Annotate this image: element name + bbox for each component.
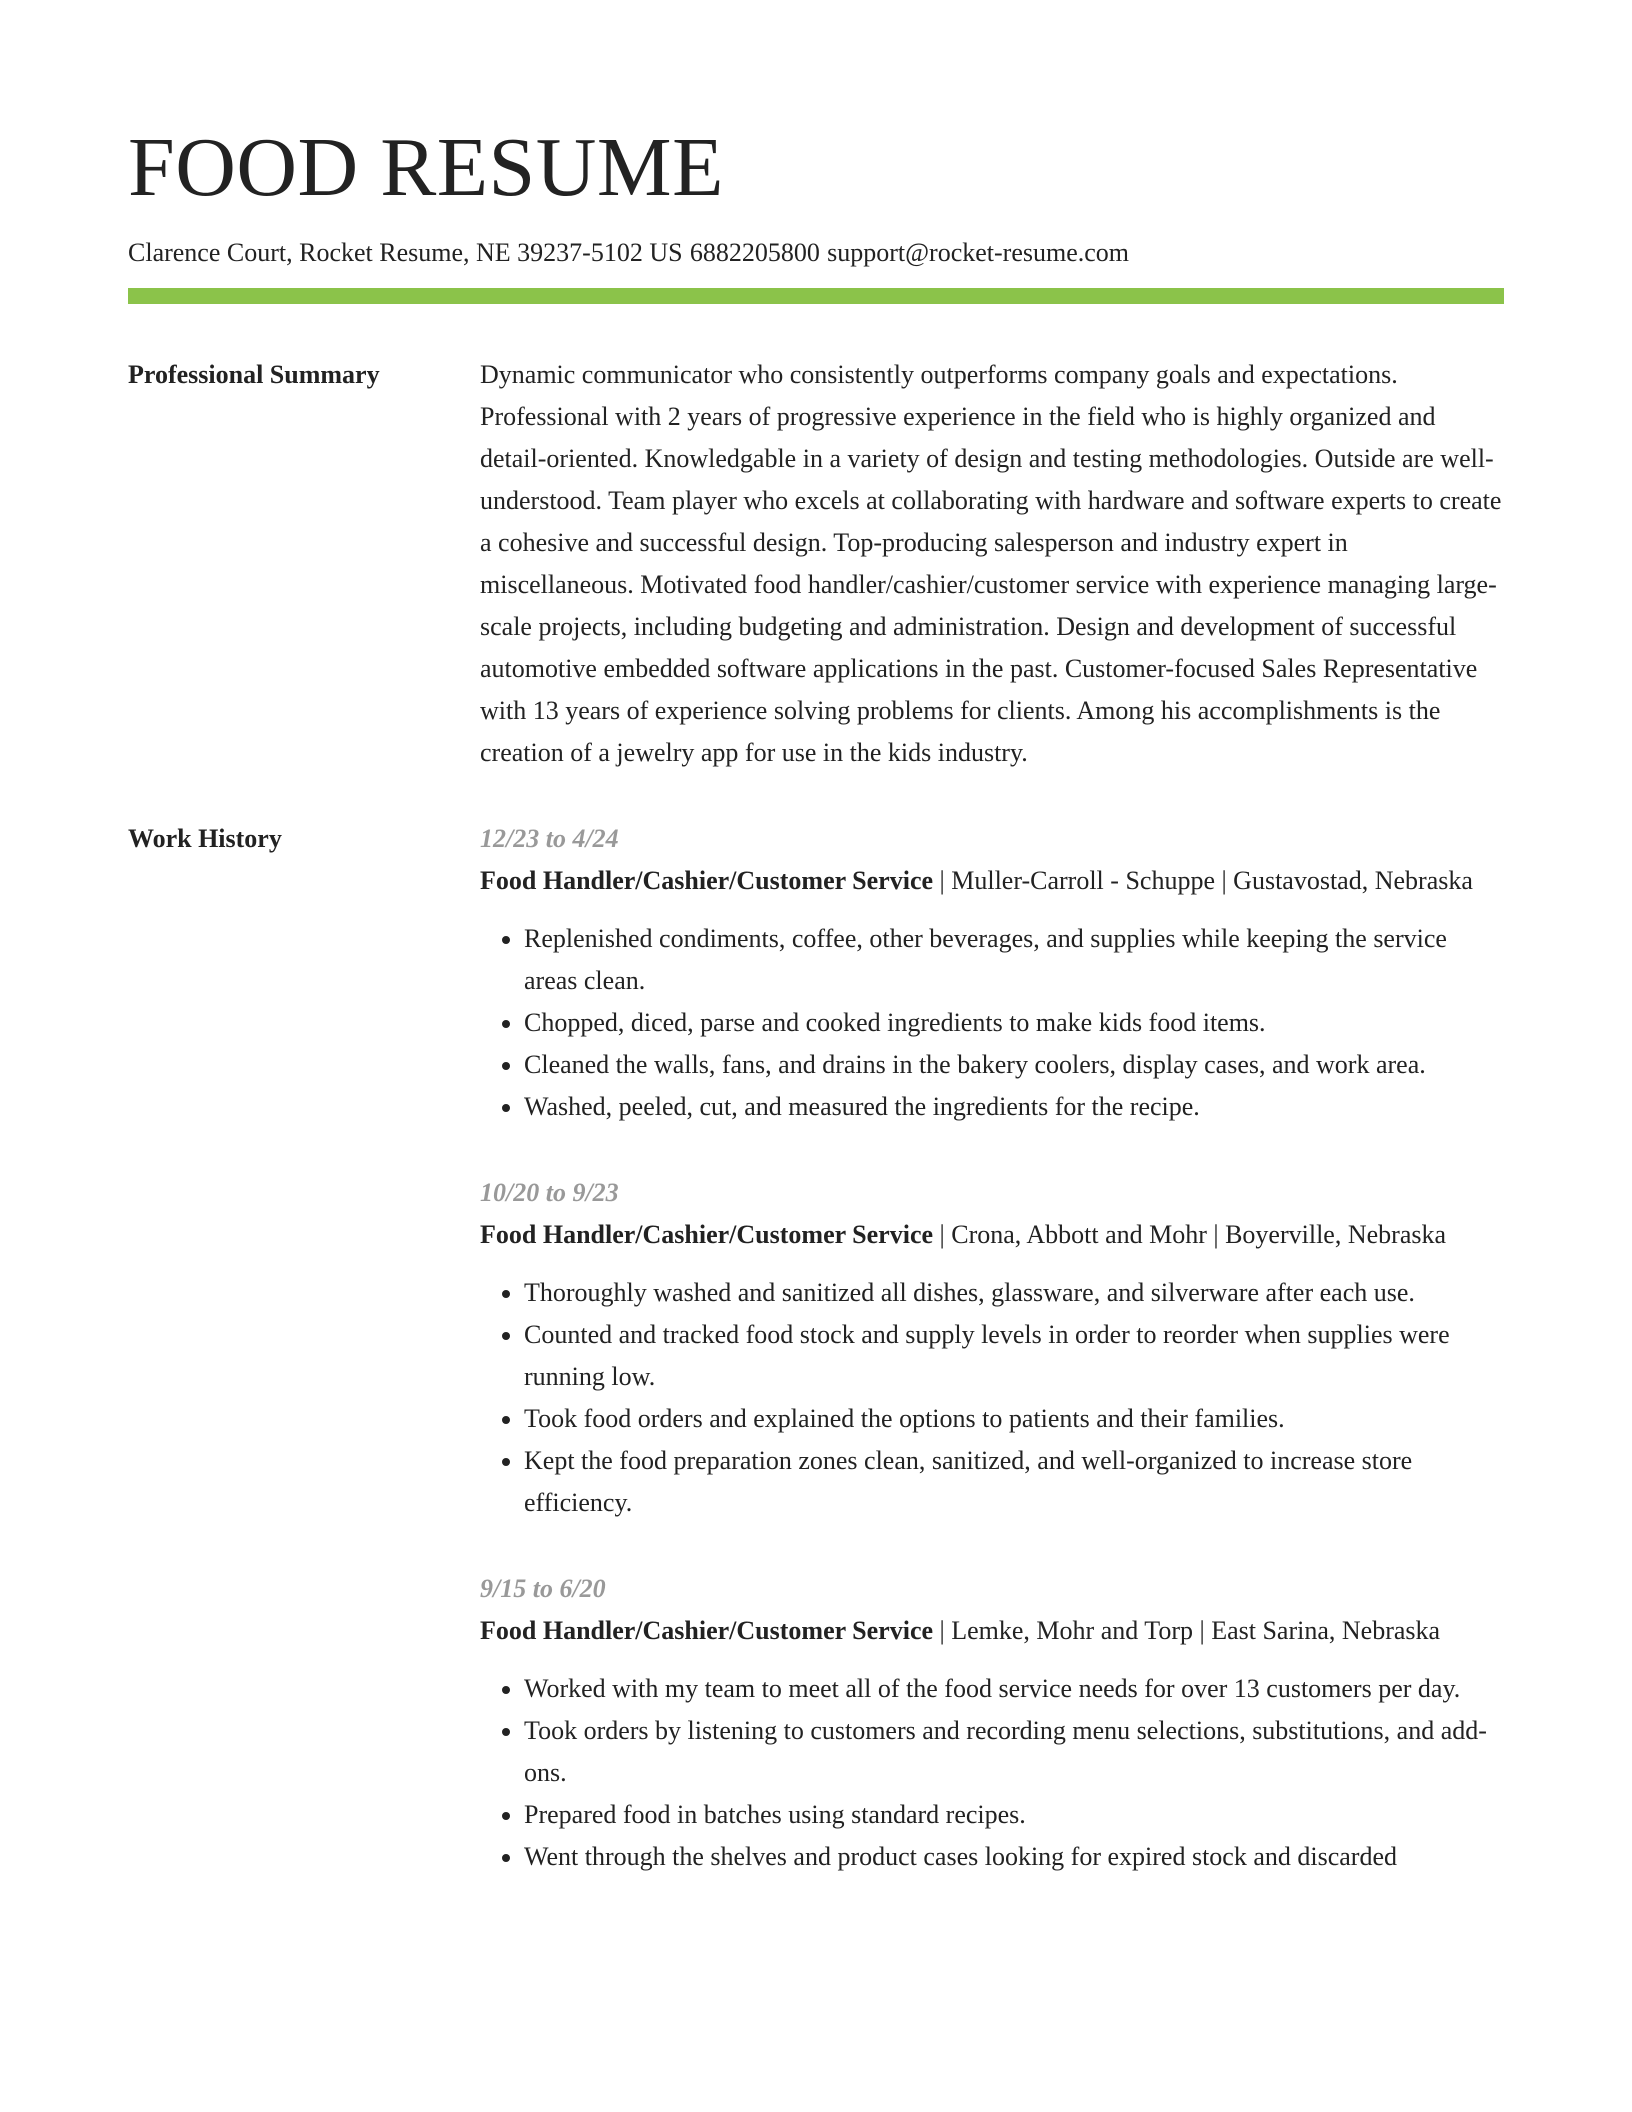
section-label-work-history: Work History (128, 824, 282, 854)
job-dates: 9/15 to 6/20 (480, 1574, 606, 1604)
job-heading (480, 1214, 1504, 1256)
job-bullet: • Took orders by listening to customers and recording menu selections, substitutions, and add-ons. (524, 1710, 1504, 1794)
job-bullet-list (480, 1272, 1504, 1524)
section-label-summary: Professional Summary (128, 360, 380, 390)
job-bullet: • Worked with my team to meet all of the food service needs for over 13 customers per day. (524, 1668, 1504, 1710)
job-bullet: • Counted and tracked food stock and supply levels in order to reorder when supplies were running low. (524, 1314, 1504, 1398)
contact-line (128, 236, 1504, 270)
job-dates: 12/23 to 4/24 (480, 824, 619, 854)
work-history-section (128, 818, 1504, 1922)
header-divider (128, 288, 1504, 304)
job-entry (480, 1172, 1504, 1524)
job-employer-location: | Crona, Abbott and Mohr | Boyerville, Nebraska (933, 1220, 1447, 1250)
summary-text: Dynamic communicator who consistently outperforms company goals and expectations. Professional with 2 years of progressive experience in the field who is highly organized and detail-oriented. Knowledgable in a variety of design and testing methodologies. Outside are well-understood. Team player who excels at collaborating with hardware and software experts to create a cohesive and successful design. Top-producing salesperson and industry expert in miscellaneous. Motivated food handler/cashier/customer service with experience managing large-scale projects, including budgeting and administration. Design and development of successful automotive embedded software applications in the past. Customer-focused Sales Representative with 13 years of experience solving problems for clients. Among his accomplishments is the creation of a jewelry app for use in the kids industry. (480, 360, 1502, 768)
job-bullet: • Kept the food preparation zones clean, sanitized, and well-organized to increase store efficiency. (524, 1440, 1504, 1524)
job-bullet: • Thoroughly washed and sanitized all dishes, glassware, and silverware after each use. (524, 1272, 1504, 1314)
job-bullet: • Went through the shelves and product cases looking for expired stock and discarded (524, 1836, 1504, 1878)
job-bullet: • Replenished condiments, coffee, other beverages, and supplies while keeping the service areas clean. (524, 918, 1504, 1002)
job-title: Food Handler/Cashier/Customer Service (480, 1616, 934, 1646)
contact-address: Clarence Court, Rocket Resume, NE 39237-5102 US (128, 238, 683, 268)
resume-name: FOOD RESUME (128, 121, 724, 214)
work-history-body (480, 818, 1504, 1922)
job-bullet-list (480, 1668, 1504, 1878)
resume-page (128, 0, 1504, 1922)
job-bullet: • Chopped, diced, parse and cooked ingredients to make kids food items. (524, 1002, 1504, 1044)
job-dates: 10/20 to 9/23 (480, 1178, 619, 1208)
contact-email: support@rocket-resume.com (827, 238, 1130, 268)
job-entry (480, 1568, 1504, 1878)
contact-phone: 6882205800 (689, 238, 820, 268)
job-bullet: • Took food orders and explained the options to patients and their families. (524, 1398, 1504, 1440)
job-employer-location: | Lemke, Mohr and Torp | East Sarina, Nebraska (933, 1616, 1441, 1646)
job-title: Food Handler/Cashier/Customer Service (480, 1220, 934, 1250)
job-employer-location: | Muller-Carroll - Schuppe | Gustavostad, Nebraska (933, 866, 1473, 896)
summary-body (480, 354, 1504, 774)
job-bullet-list (480, 918, 1504, 1128)
job-bullet: • Prepared food in batches using standard recipes. (524, 1794, 1504, 1836)
job-entry (480, 818, 1504, 1128)
job-bullet: • Cleaned the walls, fans, and drains in the bakery coolers, display cases, and work area. (524, 1044, 1504, 1086)
job-heading (480, 1610, 1504, 1652)
job-bullet: • Washed, peeled, cut, and measured the ingredients for the recipe. (524, 1086, 1504, 1128)
job-heading (480, 860, 1504, 902)
professional-summary-section (128, 354, 1504, 774)
job-title: Food Handler/Cashier/Customer Service (480, 866, 934, 896)
